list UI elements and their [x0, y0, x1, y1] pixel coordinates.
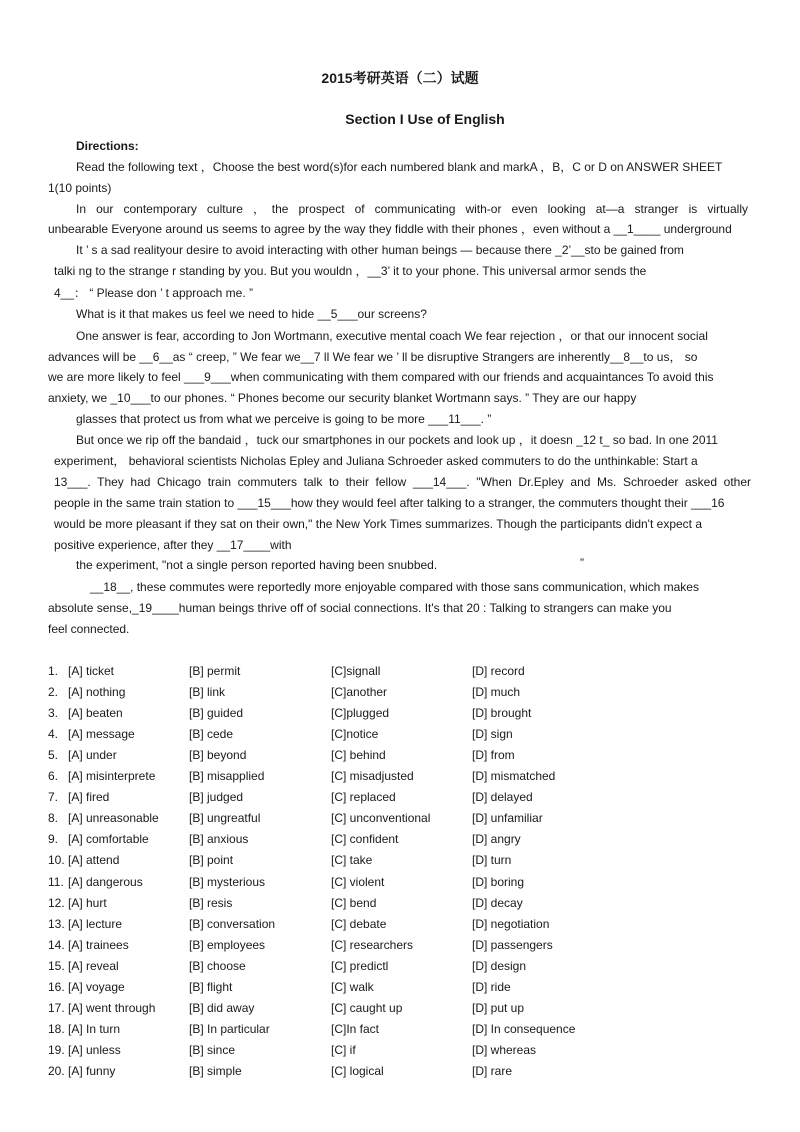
option-b: [B] choose: [189, 959, 246, 973]
question-number: 15.: [48, 959, 65, 973]
option-d: [D] put up: [472, 1001, 525, 1015]
option-d: [D] whereas: [472, 1043, 537, 1057]
question-number: 14.: [48, 938, 65, 952]
option-d: [D] record: [472, 664, 525, 678]
option-b: [B] judged: [189, 790, 244, 804]
option-c: [C] if: [331, 1043, 356, 1057]
option-d: [D] sign: [472, 727, 513, 741]
passage-line: glasses that protect us from what we perceive is going to be more ___11___. ”: [76, 412, 492, 426]
directions-label: Directions:: [76, 139, 139, 153]
option-b: [B] In particular: [189, 1022, 270, 1036]
passage-line: But once we rip off the bandaid ，tuck our smartphones in our pockets and look up ，it doesn _12 t_ so bad. In one 2011: [76, 433, 718, 447]
option-a: [A] unless: [68, 1043, 121, 1057]
option-d: [D] unfamiliar: [472, 811, 543, 825]
option-b: [B] resis: [189, 896, 233, 910]
passage-line: anxiety, we _10___to our phones. “ Phones become our security blanket Wortmann says. ” They are our happy: [48, 391, 637, 405]
option-c: [C] violent: [331, 875, 385, 889]
passage-line: It ’ s a sad realityour desire to avoid interacting with other human beings — because there _2’__sto be gained from: [76, 243, 684, 257]
option-a: [A] ticket: [68, 664, 115, 678]
option-c: [C] bend: [331, 896, 377, 910]
passage-line: talki ng to the strange r standing by you. But you wouldn ，__3’ it to your phone. This universal armor sends the: [54, 264, 647, 278]
option-d: [D] In consequence: [472, 1022, 576, 1036]
option-b: [B] simple: [189, 1064, 242, 1078]
option-a: [A] In turn: [68, 1022, 121, 1036]
question-number: 19.: [48, 1043, 65, 1057]
option-d: [D] design: [472, 959, 527, 973]
option-d: [D] much: [472, 685, 521, 699]
option-b: [B] point: [189, 853, 234, 867]
option-c: [C] walk: [331, 980, 374, 994]
passage-line: 4__： “ Please don ’ t approach me. ”: [54, 286, 253, 300]
question-number: 12.: [48, 896, 65, 910]
option-b: [B] since: [189, 1043, 236, 1057]
question-number: 8.: [48, 811, 59, 825]
passage-line: absolute sense,_19____human beings thrive off of social connections. It's that 20 : Talking to strangers can make you: [48, 601, 672, 615]
option-b: [B] employees: [189, 938, 266, 952]
passage-line: people in the same train station to ___15___how they would feel after talking to a stranger, the commuters thought their ___16: [54, 496, 725, 510]
option-b: [B] did away: [189, 1001, 255, 1015]
option-c: [C]notice: [331, 727, 379, 741]
question-number: 1.: [48, 664, 59, 678]
option-c: [C] caught up: [331, 1001, 403, 1015]
passage-line: advances will be __6__as “ creep, ” We fear we__7 ll We fear we ’ ll be disruptive Strangers are inherently__8__to us， so: [48, 350, 698, 364]
passage-line: 13___. They had Chicago train commuters talk to their fellow ___14___. "When Dr.Epley and Ms. Schroeder asked other: [54, 475, 751, 489]
option-a: [A] fired: [68, 790, 110, 804]
option-c: [C] debate: [331, 917, 387, 931]
question-number: 13.: [48, 917, 65, 931]
option-d: [D] from: [472, 748, 515, 762]
passage-line: Read the following text ，Choose the best word(s)for each numbered blank and markA ，B，C or D on ANSWER SHEET: [76, 160, 723, 174]
option-c: [C] take: [331, 853, 373, 867]
option-d: [D] mismatched: [472, 769, 556, 783]
question-number: 6.: [48, 769, 59, 783]
option-b: [B] ungreatful: [189, 811, 261, 825]
option-d: [D] rare: [472, 1064, 513, 1078]
option-b: [B] flight: [189, 980, 233, 994]
passage-line: What is it that makes us feel we need to hide __5___our screens?: [76, 307, 427, 321]
option-c: [C] replaced: [331, 790, 396, 804]
option-d: [D] delayed: [472, 790, 533, 804]
option-a: [A] funny: [68, 1064, 116, 1078]
option-b: [B] cede: [189, 727, 234, 741]
question-number: 5.: [48, 748, 59, 762]
option-c: [C]In fact: [331, 1022, 380, 1036]
option-d: [D] turn: [472, 853, 512, 867]
option-a: [A] attend: [68, 853, 120, 867]
option-d: [D] negotiation: [472, 917, 550, 931]
option-a: [A] voyage: [68, 980, 125, 994]
question-number: 11.: [48, 875, 64, 889]
question-number: 18.: [48, 1022, 65, 1036]
option-d: [D] boring: [472, 875, 525, 889]
option-a: [A] reveal: [68, 959, 119, 973]
option-a: [A] hurt: [68, 896, 107, 910]
passage-line: In our contemporary culture ，the prospect of communicating with-or even looking at—a stranger is virtually: [76, 202, 748, 216]
option-c: [C]another: [331, 685, 388, 699]
question-number: 10.: [48, 853, 65, 867]
option-c: [C]signall: [331, 664, 381, 678]
option-a: [A] comfortable: [68, 832, 149, 846]
option-c: [C]plugged: [331, 706, 390, 720]
option-b: [B] guided: [189, 706, 244, 720]
option-d: [D] passengers: [472, 938, 553, 952]
option-b: [B] anxious: [189, 832, 249, 846]
option-a: [A] nothing: [68, 685, 126, 699]
option-a: [A] lecture: [68, 917, 123, 931]
question-number: 7.: [48, 790, 59, 804]
option-a: [A] dangerous: [68, 875, 143, 889]
question-number: 2.: [48, 685, 59, 699]
option-d: [D] ride: [472, 980, 511, 994]
option-d: [D] angry: [472, 832, 521, 846]
option-c: [C] predictl: [331, 959, 389, 973]
option-b: [B] mysterious: [189, 875, 266, 889]
option-b: [B] beyond: [189, 748, 247, 762]
option-a: [A] under: [68, 748, 117, 762]
option-b: [B] misapplied: [189, 769, 265, 783]
option-c: [C] unconventional: [331, 811, 431, 825]
option-c: [C] confident: [331, 832, 399, 846]
passage-line: we are more likely to feel ___9___when communicating with them compared with our friends and acquaintances To avoid this: [48, 370, 714, 384]
option-b: [B] permit: [189, 664, 241, 678]
option-b: [B] link: [189, 685, 226, 699]
question-number: 9.: [48, 832, 59, 846]
passage-line: the experiment, "not a single person reported having been snubbed.: [76, 558, 438, 572]
option-a: [A] message: [68, 727, 135, 741]
option-a: [A] misinterprete: [68, 769, 156, 783]
option-b: [B] conversation: [189, 917, 276, 931]
option-a: [A] unreasonable: [68, 811, 159, 825]
option-a: [A] went through: [68, 1001, 156, 1015]
passage-line: unbearable Everyone around us seems to agree by the way they fiddle with their phones ，even without a __1____ underground: [48, 222, 732, 236]
passage-line: One answer is fear, according to Jon Wortmann, executive mental coach We fear rejection ，or that our innocent social: [76, 329, 708, 343]
option-c: [C] misadjusted: [331, 769, 414, 783]
question-number: 17.: [48, 1001, 65, 1015]
option-d: [D] decay: [472, 896, 523, 910]
option-c: [C] logical: [331, 1064, 384, 1078]
question-number: 20.: [48, 1064, 65, 1078]
passage-line: positive experience, after they __17____with: [54, 538, 292, 552]
section-heading: Section I Use of English: [345, 111, 505, 127]
question-number: 3.: [48, 706, 59, 720]
option-c: [C] researchers: [331, 938, 414, 952]
passage-line: feel connected.: [48, 622, 130, 636]
passage-line: would be more pleasant if they sat on their own," the New York Times summarizes. Though the participants didn't expect a: [54, 517, 703, 531]
option-a: [A] beaten: [68, 706, 123, 720]
closing-quote: ”: [580, 556, 584, 570]
question-number: 4.: [48, 727, 59, 741]
passage-line: __18__, these commutes were reportedly more enjoyable compared with those sans communication, which makes: [90, 580, 699, 594]
question-number: 16.: [48, 980, 65, 994]
passage-line: 1(10 points): [48, 181, 112, 195]
option-a: [A] trainees: [68, 938, 129, 952]
option-d: [D] brought: [472, 706, 532, 720]
option-c: [C] behind: [331, 748, 386, 762]
exam-title: 2015考研英语（二）试题: [321, 70, 479, 86]
passage-line: experiment， behavioral scientists Nicholas Epley and Juliana Schroeder asked commuters to do the unthinkable: Start a: [54, 454, 698, 468]
